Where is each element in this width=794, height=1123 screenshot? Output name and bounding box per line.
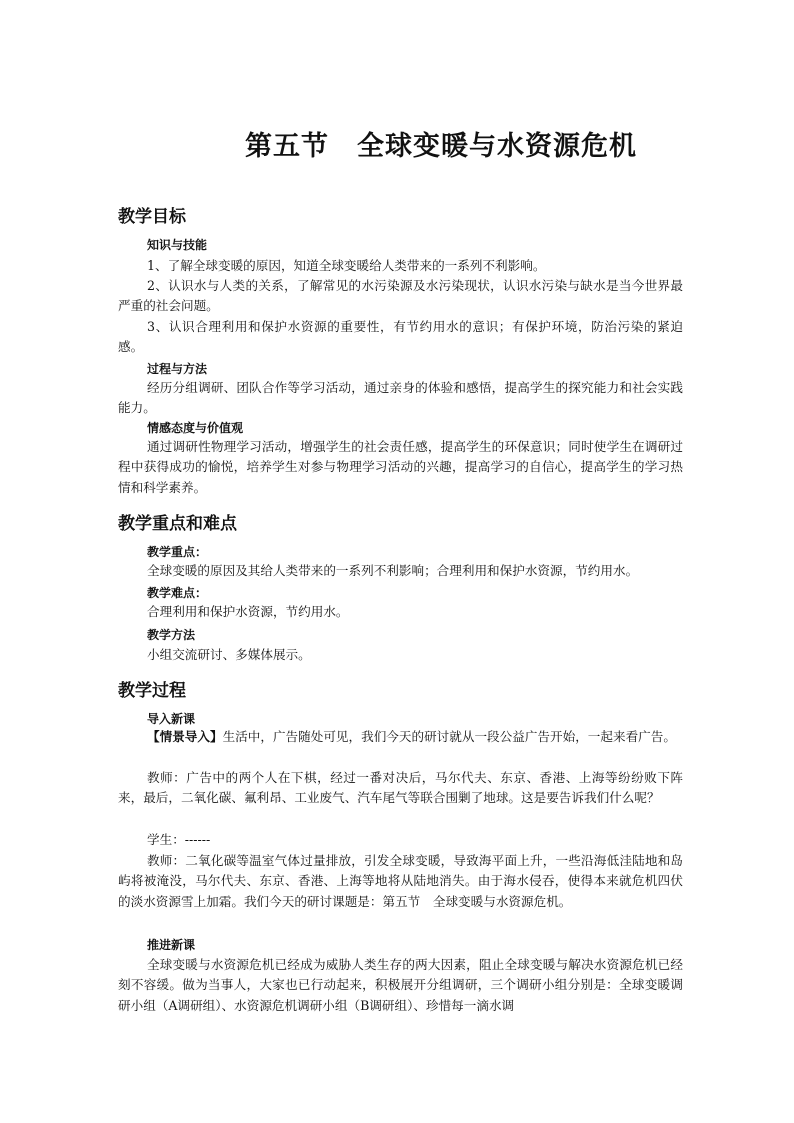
section-heading-keypoints: 教学重点和难点 bbox=[118, 514, 237, 534]
process-text: 经历分组调研、团队合作等学习活动，通过亲身的体验和感悟，提高学生的探究能力和社会实践能力。 bbox=[118, 380, 683, 416]
scene-tag: 【情景导入】 bbox=[147, 729, 223, 744]
focus-label: 教学重点： bbox=[147, 545, 208, 559]
difficulty-text: 合理利用和保护水资源，节约用水。 bbox=[147, 604, 349, 619]
scene-paragraph bbox=[118, 727, 683, 747]
advance-text: 全球变暖与水资源危机已经成为威胁人类生存的两大因素，阻止全球变暖与解决水资源危机已经刻不容缓。做为当事人，大家也已行动起来，积极展开分组调研，三个调研小组分别是：全球变暖调研小组（A调研组）、水资源危机调研小组（B调研组）、珍惜每一滴水调 bbox=[118, 957, 683, 1013]
method-text: 小组交流研讨、多媒体展示。 bbox=[147, 647, 311, 662]
subheading-knowledge: 知识与技能 bbox=[147, 238, 208, 252]
teacher-line-1: 教师：广告中的两个人在下棋，经过一番对决后，马尔代夫、东京、香港、上海等纷纷败下阵来，最后，二氧化碳、氟利昂、工业废气、汽车尾气等联合围剿了地球。这是要告诉我们什么呢？ bbox=[118, 770, 683, 806]
section-heading-objectives: 教学目标 bbox=[118, 207, 186, 227]
attitude-text: 通过调研性物理学习活动，增强学生的社会责任感，提高学生的环保意识；同时使学生在调研过程中获得成功的愉悦，培养学生对参与物理学习活动的兴趣，提高学习的自信心，提高学生的学习热情和科学素养。 bbox=[118, 439, 683, 495]
section-heading-process: 教学过程 bbox=[118, 681, 186, 701]
objective-item-2: 2、认识水与人类的关系，了解常见的水污染源及水污染现状，认识水污染与缺水是当今世界最严重的社会问题。 bbox=[118, 278, 683, 314]
scene-text: 生活中，广告随处可见，我们今天的研讨就从一段公益广告开始，一起来看广告。 bbox=[222, 729, 676, 744]
subheading-attitude: 情感态度与价值观 bbox=[147, 421, 244, 435]
student-line-1: 学生：------ bbox=[147, 832, 211, 847]
intro-label: 导入新课 bbox=[147, 712, 196, 726]
subheading-process: 过程与方法 bbox=[147, 362, 208, 376]
objective-item-1: 1、了解全球变暖的原因，知道全球变暖给人类带来的一系列不利影响。 bbox=[147, 258, 546, 273]
method-label: 教学方法 bbox=[147, 628, 196, 642]
advance-label: 推进新课 bbox=[147, 938, 196, 952]
focus-text: 全球变暖的原因及其给人类带来的一系列不利影响；合理利用和保护水资源，节约用水。 bbox=[147, 563, 639, 578]
difficulty-label: 教学难点： bbox=[147, 586, 208, 600]
objective-item-3: 3、认识合理利用和保护水资源的重要性，有节约用水的意识；有保护环境，防治污染的紧迫感。 bbox=[118, 319, 683, 355]
teacher-line-2: 教师：二氧化碳等温室气体过量排放，引发全球变暖，导致海平面上升，一些沿海低洼陆地和岛屿将被淹没，马尔代夫、东京、香港、上海等地将从陆地消失。由于海水侵吞，使得本来就危机四伏的淡水资源雪上加霜。我们今天的研讨课题是：第五节 全球变暖与水资源危机。 bbox=[118, 853, 683, 909]
page-title: 第五节 全球变暖与水资源危机 bbox=[245, 131, 637, 162]
